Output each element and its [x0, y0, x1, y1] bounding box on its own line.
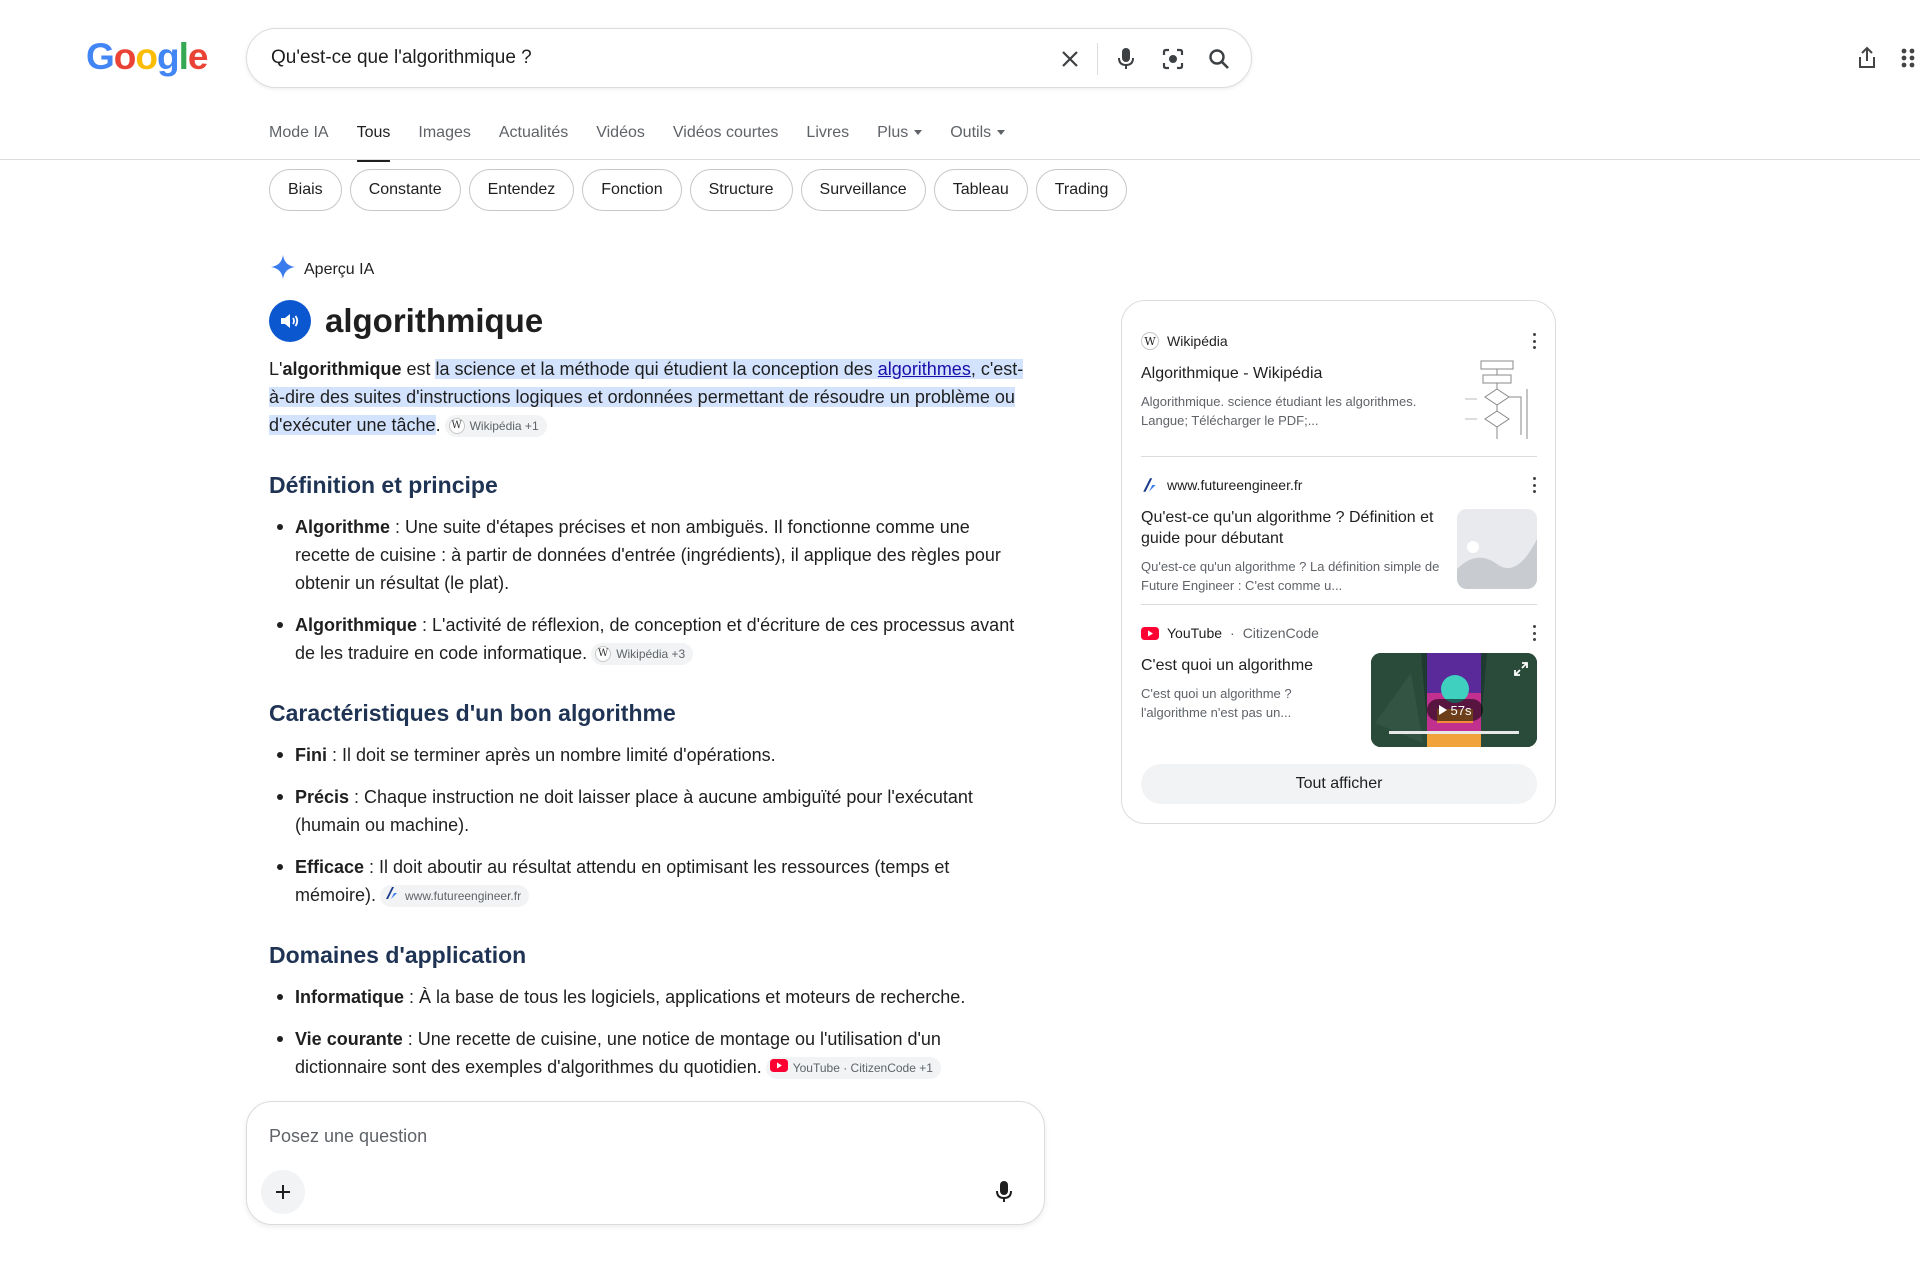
- item-term: Efficace: [295, 857, 365, 877]
- source-text: [1141, 363, 1441, 430]
- tab-livres[interactable]: Livres: [806, 124, 850, 141]
- list-item: [269, 1025, 1029, 1081]
- youtube-icon: [770, 1057, 788, 1079]
- chip-structure[interactable]: Structure: [690, 169, 793, 211]
- logo-letter: g: [157, 36, 179, 77]
- citation-chip[interactable]: [380, 885, 529, 907]
- source-snippet: Qu'est-ce qu'un algorithme ? La définition simple de Future Engineer : C'est comme u...: [1141, 559, 1440, 593]
- tab-images[interactable]: Images: [418, 124, 471, 141]
- section-heading: Définition et principe: [269, 472, 498, 498]
- citation-label: Wikipédia +3: [616, 647, 686, 662]
- source-header: [1141, 331, 1537, 351]
- item-term: Algorithme: [295, 517, 391, 537]
- source-divider: [1141, 604, 1537, 605]
- show-all-button[interactable]: Tout afficher: [1141, 764, 1537, 804]
- item-term: Informatique: [295, 987, 405, 1007]
- intro-highlight-text: la science et la méthode qui étudient la conception des: [435, 359, 878, 379]
- tabs-divider: [0, 159, 1920, 160]
- source-title: Qu'est-ce qu'un algorithme ? Définition et guide pour débutant: [1141, 509, 1434, 547]
- source-card-futureengineer[interactable]: [1141, 475, 1537, 595]
- wikipedia-icon: W: [1141, 332, 1159, 350]
- source-card-wikipedia[interactable]: [1141, 331, 1537, 451]
- wikipedia-icon: W: [595, 646, 611, 662]
- more-options-icon[interactable]: [1531, 333, 1537, 349]
- source-text: [1141, 655, 1361, 722]
- intro-text: est: [401, 359, 436, 379]
- tab-tous[interactable]: Tous: [357, 124, 391, 162]
- search-input[interactable]: Qu'est-ce que l'algorithmique ?: [271, 47, 532, 68]
- chevron-down-icon: [914, 130, 922, 135]
- intro-bold: algorithmique: [282, 359, 402, 379]
- futureengineer-icon: [1141, 476, 1159, 494]
- google-logo[interactable]: [86, 36, 207, 78]
- intro-highlight-text: , c'est-à-dire des suites d'instructions logiques et ordonnées permettant de résoudre un problème ou d'exécuter une tâche: [269, 359, 1024, 435]
- tab-plus[interactable]: [877, 124, 922, 162]
- clear-icon[interactable]: [1057, 46, 1083, 72]
- chip-tableau[interactable]: Tableau: [934, 169, 1028, 211]
- section-list: [269, 513, 1029, 667]
- citation-label: www.futureengineer.fr: [405, 889, 522, 904]
- chip-entendez[interactable]: Entendez: [469, 169, 575, 211]
- source-card-youtube[interactable]: [1141, 623, 1537, 753]
- item-text: : À la base de tous les logiciels, applications et moteurs de recherche.: [404, 987, 966, 1007]
- search-box[interactable]: [246, 28, 1252, 88]
- source-header: [1141, 475, 1537, 495]
- futureengineer-icon: [384, 885, 400, 908]
- logo-letter: l: [178, 36, 188, 77]
- ask-input[interactable]: Posez une question: [269, 1126, 428, 1146]
- speaker-icon[interactable]: [269, 300, 311, 342]
- item-text: : Il doit se terminer après un nombre limité d'opérations.: [327, 745, 776, 765]
- sources-panel: [1121, 300, 1556, 824]
- ai-overview-label: Aperçu IA: [304, 260, 375, 278]
- tab-videos[interactable]: Vidéos: [596, 124, 645, 141]
- share-icon[interactable]: [1853, 44, 1881, 72]
- tab-outils-label: Outils: [950, 124, 992, 141]
- ai-overview-content: [269, 355, 1029, 1095]
- tab-actualites[interactable]: Actualités: [498, 124, 569, 141]
- citation-chip[interactable]: [766, 1057, 941, 1079]
- logo-letter: o: [135, 36, 157, 77]
- citation-chip[interactable]: [591, 643, 693, 665]
- intro-end: .: [435, 415, 441, 435]
- search-divider: [1097, 43, 1098, 75]
- intro-text: L': [269, 359, 283, 379]
- play-icon: [1439, 705, 1447, 715]
- video-duration-badge: [1427, 699, 1483, 721]
- lens-icon[interactable]: [1160, 46, 1186, 72]
- wikipedia-icon: W: [449, 418, 465, 434]
- source-site: www.futureengineer.fr: [1167, 477, 1303, 493]
- expand-icon[interactable]: [1513, 661, 1529, 677]
- tab-outils[interactable]: [950, 124, 1005, 162]
- tab-plus-label: Plus: [877, 124, 909, 141]
- section-heading: Caractéristiques d'un bon algorithme: [269, 700, 676, 726]
- chevron-down-icon: [997, 130, 1005, 135]
- search-tabs: [269, 124, 1005, 162]
- tab-mode-ia[interactable]: Mode IA: [269, 124, 329, 141]
- citation-label: YouTube · CitizenCode +1: [792, 1061, 933, 1076]
- more-options-icon[interactable]: [1531, 477, 1537, 493]
- refine-chips: [269, 169, 1127, 211]
- list-item: [269, 611, 1029, 667]
- source-snippet: C'est quoi un algorithme ? l'algorithme n'est pas un...: [1141, 686, 1292, 720]
- citation-label: Wikipédia +1: [469, 419, 539, 434]
- chip-surveillance[interactable]: Surveillance: [801, 169, 926, 211]
- tab-videos-courtes[interactable]: Vidéos courtes: [672, 124, 779, 141]
- item-term: Précis: [295, 787, 350, 807]
- microphone-icon[interactable]: [1113, 46, 1139, 72]
- section-heading: Domaines d'application: [269, 942, 527, 968]
- section-list: [269, 983, 1029, 1081]
- list-item: [269, 741, 1029, 769]
- item-text: : L'activité de réflexion, de conception et d'écriture de ces processus avant de les traduire en code informatique.: [295, 615, 1015, 663]
- item-term: Vie courante: [295, 1029, 403, 1049]
- logo-letter: e: [187, 36, 208, 77]
- algorithmes-link[interactable]: algorithmes: [877, 359, 971, 379]
- source-header: [1141, 623, 1537, 643]
- more-options-icon[interactable]: [1531, 625, 1537, 641]
- item-text: : Il doit aboutir au résultat attendu en optimisant les ressources (temps et mémoire).: [295, 857, 950, 905]
- source-text: [1141, 507, 1441, 595]
- youtube-icon: [1141, 624, 1159, 642]
- item-text: : Une recette de cuisine, une notice de montage ou l'utilisation d'un dictionnaire sont des exemples d'algorithmes du quotidien.: [295, 1029, 941, 1077]
- logo-letter: o: [113, 36, 136, 77]
- ai-intro: [269, 355, 1029, 439]
- source-divider: [1141, 456, 1537, 457]
- source-channel: CitizenCode: [1242, 625, 1319, 641]
- video-thumbnail[interactable]: [1371, 653, 1537, 747]
- sparkle-icon: [270, 254, 296, 285]
- plus-icon[interactable]: [261, 1170, 305, 1214]
- video-duration: 57s: [1450, 702, 1472, 718]
- list-item: [269, 783, 1029, 839]
- chip-constante[interactable]: Constante: [350, 169, 461, 211]
- section-list: [269, 741, 1029, 909]
- ai-overview-header: [270, 254, 374, 285]
- list-item: [269, 983, 1029, 1011]
- microphone-icon[interactable]: [990, 1178, 1018, 1206]
- chip-fonction[interactable]: Fonction: [582, 169, 681, 211]
- image-placeholder-thumbnail: [1457, 509, 1537, 589]
- item-term: Fini: [295, 745, 327, 765]
- separator-dot: ·: [1230, 625, 1235, 641]
- apps-icon[interactable]: [1900, 44, 1920, 72]
- item-text: : Une suite d'étapes précises et non ambiguës. Il fonctionne comme une recette de cuisine : à partir de données d'entrée (ingrédients), il applique des règles pour obtenir un résultat (le plat).: [295, 517, 1001, 593]
- citation-chip[interactable]: [445, 415, 547, 437]
- source-title: C'est quoi un algorithme: [1141, 657, 1314, 674]
- ai-title: algorithmique: [325, 302, 544, 339]
- source-site: Wikipédia: [1167, 333, 1228, 349]
- source-site: YouTube: [1167, 625, 1223, 641]
- flowchart-thumbnail: [1457, 359, 1537, 443]
- chip-trading[interactable]: Trading: [1036, 169, 1128, 211]
- ask-box[interactable]: [246, 1101, 1045, 1225]
- item-text: : Chaque instruction ne doit laisser place à aucune ambiguïté pour l'exécutant (humain ou machine).: [295, 787, 973, 835]
- source-title: Algorithmique - Wikipédia: [1141, 365, 1323, 382]
- list-item: [269, 513, 1029, 597]
- chip-biais[interactable]: Biais: [269, 169, 342, 211]
- search-icon[interactable]: [1206, 46, 1232, 72]
- list-item: [269, 853, 1029, 909]
- source-snippet: Algorithmique. science étudiant les algorithmes. Langue; Télécharger le PDF;...: [1141, 394, 1417, 428]
- logo-letter: G: [86, 36, 114, 77]
- ai-title-row: [269, 300, 543, 342]
- item-term: Algorithmique: [295, 615, 417, 635]
